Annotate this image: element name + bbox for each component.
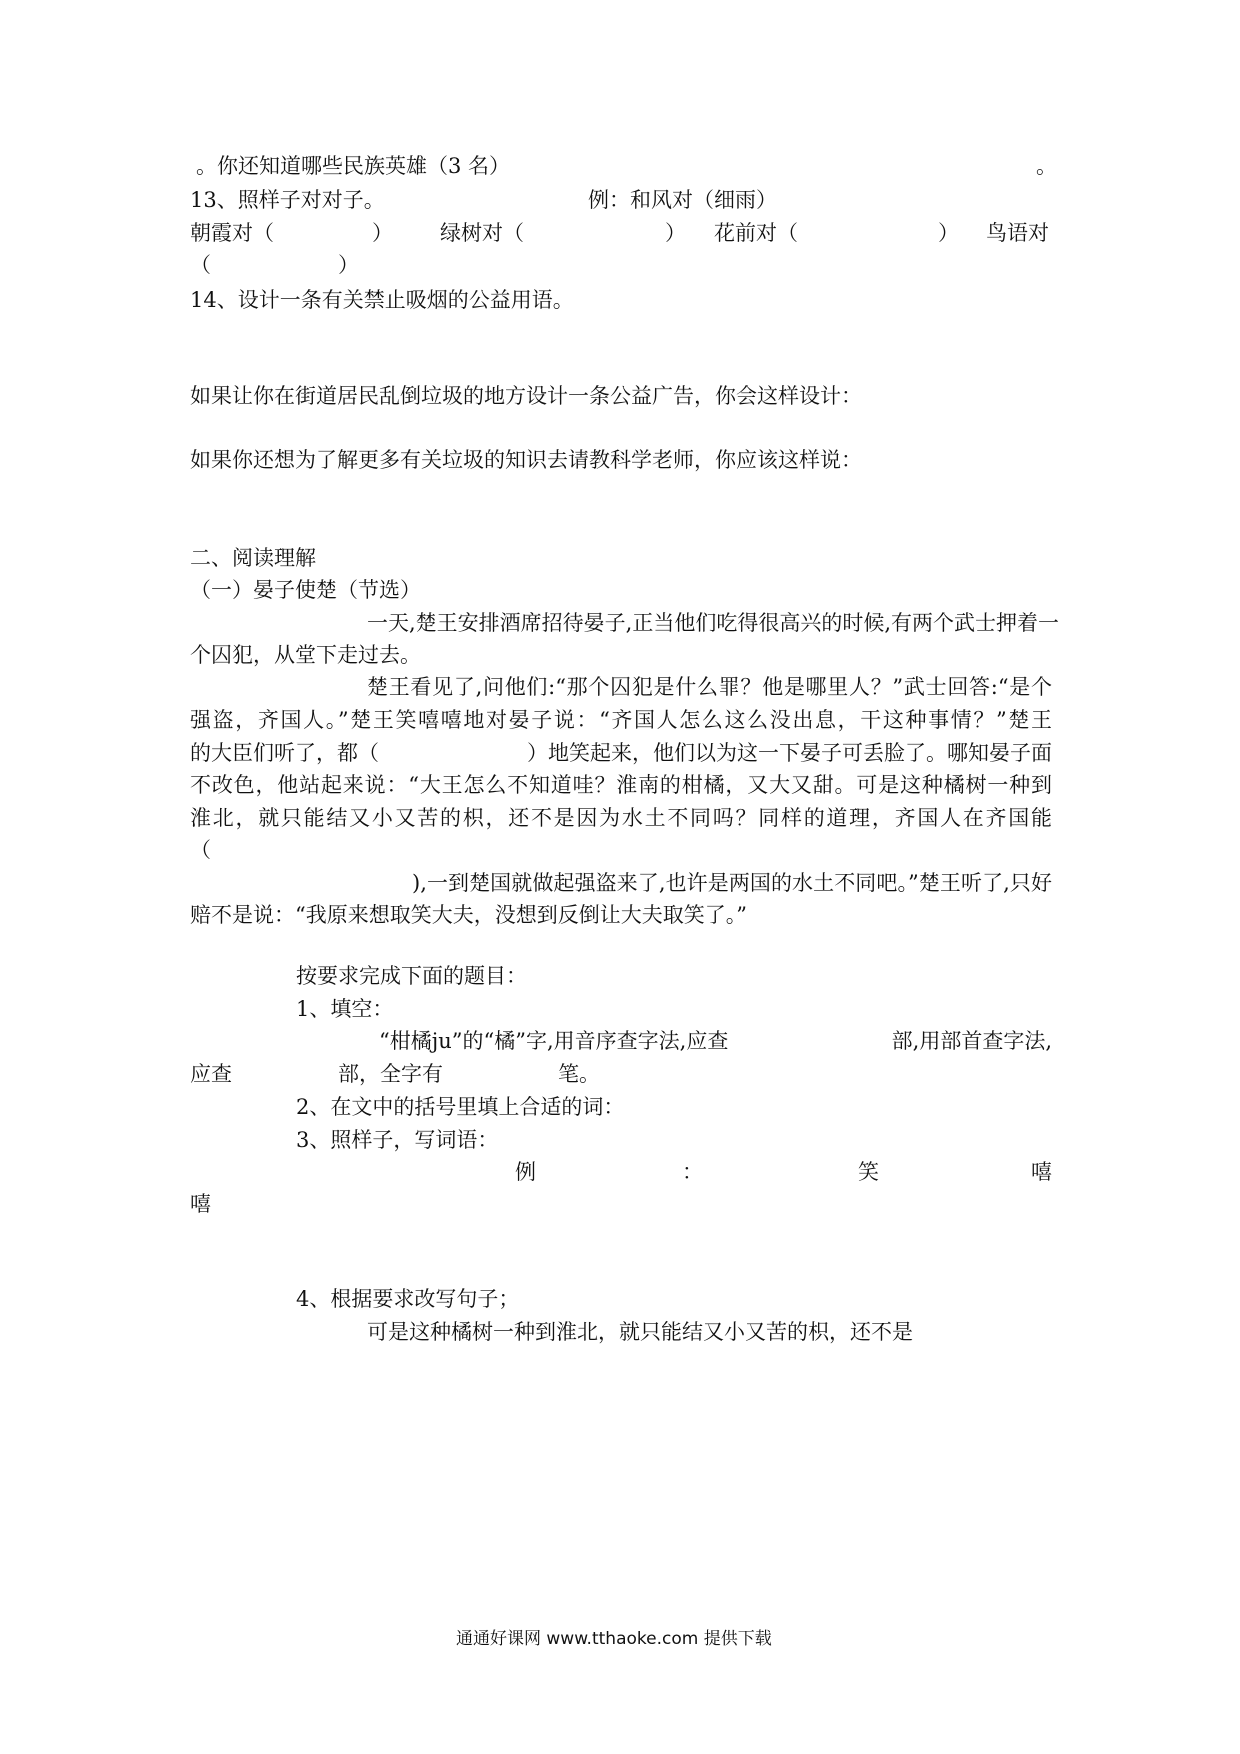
q13-item-zhaoxia: 朝霞对（	[190, 221, 274, 245]
q3-example-label: 例	[515, 1160, 536, 1184]
q1-part-e: 笔。	[558, 1062, 600, 1086]
questions-intro: 按要求完成下面的题目：	[296, 964, 527, 988]
q3-text: 3、照样子，写词语：	[296, 1128, 499, 1152]
q12-tail-end: 。	[1036, 154, 1057, 178]
q14-ad-prompt: 如果让你在街道居民乱倒垃圾的地方设计一条公益广告，你会这样设计：	[190, 384, 862, 408]
q1-part-b: 部,用部首查字法,	[891, 1029, 1052, 1053]
q13-item-zhaoxia-close: ）	[372, 221, 393, 245]
q13-item-lvshu: 绿树对（	[440, 221, 524, 245]
section-heading: 二、阅读理解	[190, 546, 316, 570]
q1-part-c: 应查	[190, 1062, 232, 1086]
passage-line-5b: ）地笑起来，他们以为这一下晏子可丢脸了。哪知晏子面	[527, 741, 1052, 765]
passage-line-7: 淮北，就只能结又小又苦的枳，还不是因为水土不同吗？同样的道理，齐国人在齐国能	[190, 806, 1052, 830]
q14-ask-prompt: 如果你还想为了解更多有关垃圾的知识去请教科学老师，你应该这样说：	[190, 448, 862, 472]
q12-tail-text: 。你还知道哪些民族英雄（3 名）	[196, 154, 511, 178]
q13-item-niaoyu-close: ）	[338, 253, 359, 277]
passage-line-3: 楚王看见了,问他们:“那个囚犯是什么罪？他是哪里人？”武士回答:“是个	[367, 675, 1052, 699]
passage-title: （一）晏子使楚（节选）	[190, 578, 421, 602]
passage-line-8: （	[190, 838, 211, 862]
passage-line-2: 个囚犯，从堂下走过去。	[190, 643, 421, 667]
passage-line-5a: 的大臣们听了，都（	[190, 741, 379, 765]
q3-example-word-3: 嘻	[190, 1192, 211, 1216]
passage-line-10: 赔不是说：“我原来想取笑大夫，没想到反倒让大夫取笑了。”	[190, 903, 747, 927]
q3-example-colon: ：	[682, 1160, 703, 1184]
q1-part-d: 部，全字有	[338, 1062, 443, 1086]
q13-item-niaoyu: 鸟语对	[986, 221, 1049, 245]
passage-line-6: 不改色，他站起来说：“大王怎么不知道哇？淮南的柑橘，又大又甜。可是这种橘树一种到	[190, 773, 1052, 797]
q13-item-huaqian-close: ）	[938, 221, 959, 245]
q13-item-lvshu-close: ）	[665, 221, 686, 245]
q13-item-huaqian: 花前对（	[714, 221, 798, 245]
q1-title: 1、填空：	[296, 997, 394, 1021]
page-footer: 通通好课网 www.tthaoke.com 提供下载	[456, 1629, 772, 1649]
q3-example-word-1: 笑	[858, 1160, 879, 1184]
q2-text: 2、在文中的括号里填上合适的词：	[296, 1095, 625, 1119]
q4-text: 4、根据要求改写句子；	[296, 1287, 520, 1311]
q3-example-word-2: 嘻	[1031, 1160, 1052, 1184]
q13-title: 13、照样子对对子。	[190, 188, 385, 212]
q14-title: 14、设计一条有关禁止吸烟的公益用语。	[190, 288, 574, 312]
q13-example: 例：和风对（细雨）	[588, 188, 777, 212]
q13-item-niaoyu-open: （	[190, 253, 211, 277]
passage-line-1: 一天,楚王安排酒席招待晏子,正当他们吃得很高兴的时候,有两个武士押着一	[367, 611, 1060, 635]
passage-line-9: ),一到楚国就做起强盗来了,也许是两国的水土不同吧。”楚王听了,只好	[412, 871, 1052, 895]
q1-part-a: “柑橘ju”的“橘”字,用音序查字法,应查	[379, 1029, 729, 1053]
q4-sentence: 可是这种橘树一种到淮北，就只能结又小又苦的枳，还不是	[367, 1320, 913, 1344]
passage-line-4: 强盗，齐国人。”楚王笑嘻嘻地对晏子说：“齐国人怎么这么没出息，干这种事情？”楚王	[190, 708, 1052, 732]
